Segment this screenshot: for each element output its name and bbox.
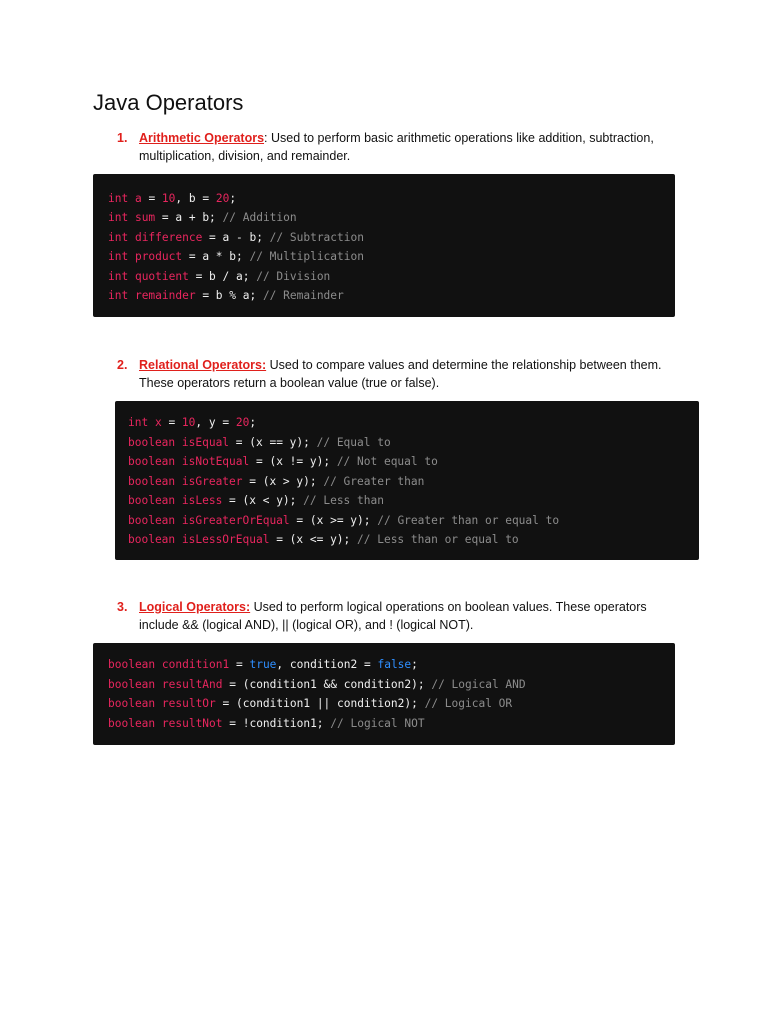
code-token: int — [128, 416, 155, 429]
list-number: 2. — [117, 358, 128, 372]
code-token: ; — [229, 192, 237, 205]
code-token: , condition2 = — [276, 658, 378, 671]
code-line — [108, 231, 364, 245]
code-token: // Logical NOT — [330, 716, 425, 730]
code-token: // Remainder — [262, 289, 344, 302]
code-token: boolean — [108, 658, 162, 671]
code-token: boolean — [108, 697, 162, 710]
code-line — [128, 475, 424, 489]
code-token: // Logical AND — [431, 677, 526, 691]
code-token: = — [161, 416, 182, 429]
section-term: Arithmetic Operators — [139, 131, 265, 145]
code-token: = a - b; — [202, 230, 270, 244]
section-relational-heading — [117, 356, 677, 392]
code-token: ; — [249, 416, 257, 429]
code-token: = (x > y); — [242, 474, 324, 488]
code-line — [108, 250, 364, 264]
code-token: // Greater than or equal to — [377, 513, 560, 527]
code-line — [108, 658, 418, 672]
code-token: quotient — [134, 269, 189, 283]
code-token: = (condition1 || condition2); — [215, 697, 425, 710]
code-token: true — [249, 658, 277, 671]
code-token: a — [134, 192, 142, 205]
code-token: resultOr — [161, 697, 216, 710]
code-line — [108, 697, 512, 711]
code-token: = (x < y); — [222, 494, 304, 507]
code-line — [108, 289, 344, 303]
code-token: boolean — [128, 494, 182, 507]
code-token: = — [141, 192, 162, 205]
code-token: = !condition1; — [222, 716, 331, 730]
code-line — [108, 270, 330, 284]
code-token: // Addition — [222, 211, 297, 225]
code-token: product — [134, 250, 183, 264]
term-colon: : — [264, 131, 268, 145]
list-number: 1. — [117, 131, 128, 145]
code-token: boolean — [128, 435, 182, 449]
code-line — [128, 416, 256, 430]
code-token: condition1 — [161, 658, 230, 671]
code-token: difference — [134, 230, 203, 244]
section-description — [139, 598, 677, 634]
code-token: boolean — [108, 677, 162, 691]
list-number: 3. — [117, 600, 128, 614]
code-block-logical — [93, 643, 675, 745]
code-token: boolean — [108, 716, 162, 730]
page-title: Java Operators — [93, 90, 244, 115]
code-token: isNotEqual — [181, 455, 250, 468]
section-term: Logical Operators: — [139, 600, 251, 614]
code-token: = a * b; — [182, 250, 250, 264]
code-token: boolean — [128, 474, 182, 488]
code-line — [128, 455, 438, 469]
code-token: = b % a; — [195, 289, 263, 302]
code-token: // Less than or equal to — [357, 533, 519, 546]
code-token: int — [108, 211, 135, 225]
section-term: Relational Operators: — [139, 358, 267, 372]
section-logical-heading — [117, 598, 677, 634]
code-token: = (x != y); — [249, 455, 337, 468]
code-token: = a + b; — [155, 211, 223, 225]
code-token: isGreater — [181, 474, 243, 488]
code-token: = b / a; — [188, 269, 257, 283]
code-token: boolean — [128, 513, 182, 527]
code-line — [128, 494, 384, 508]
code-token: // Subtraction — [269, 230, 364, 244]
code-token: isGreaterOrEqual — [181, 513, 290, 527]
code-block-arithmetic — [93, 174, 675, 317]
code-line — [128, 436, 391, 450]
code-token: = (x == y); — [229, 435, 317, 449]
code-token: isLessOrEqual — [181, 533, 270, 546]
code-token: isEqual — [181, 435, 230, 449]
code-token: int — [108, 289, 135, 302]
code-token: // Multiplication — [249, 250, 364, 264]
section-description — [139, 129, 677, 165]
code-token: , y = — [195, 416, 236, 429]
code-line — [108, 192, 236, 206]
code-line — [128, 533, 519, 547]
code-token: 20 — [235, 416, 250, 429]
code-line — [108, 717, 425, 731]
code-token: = (condition1 && condition2); — [222, 677, 432, 691]
code-token: resultAnd — [161, 677, 223, 691]
code-token: = (x <= y); — [269, 533, 358, 546]
description-text: Used to compare values and determine the relationship between them. These operators return a boolean value (true or false). — [139, 358, 662, 390]
section-description — [139, 356, 677, 392]
code-token: = — [229, 658, 250, 671]
code-token: // Less than — [303, 494, 384, 507]
code-token: 10 — [161, 192, 176, 205]
code-token: // Division — [256, 269, 331, 283]
code-token: ; — [411, 658, 418, 671]
code-token: x — [154, 416, 162, 429]
code-line — [108, 678, 526, 692]
code-token: false — [377, 658, 412, 671]
code-token: = (x >= y); — [289, 513, 378, 527]
code-block-relational — [115, 401, 699, 560]
code-token: int — [108, 230, 135, 244]
code-token: 10 — [181, 416, 196, 429]
code-token: resultNot — [161, 716, 223, 730]
code-token: , b = — [175, 192, 216, 205]
code-token: sum — [134, 211, 156, 225]
code-token: int — [108, 250, 135, 264]
code-line — [128, 514, 559, 528]
code-token: int — [108, 269, 135, 283]
code-token: // Equal to — [316, 435, 391, 449]
code-token: boolean — [128, 455, 182, 468]
code-token: 20 — [215, 192, 230, 205]
code-token: int — [108, 192, 135, 205]
code-token: // Greater than — [323, 474, 425, 488]
section-arithmetic-heading — [117, 129, 677, 165]
code-token: isLess — [181, 494, 223, 507]
code-token: remainder — [134, 289, 196, 302]
description-text: Used to perform basic arithmetic operations like addition, subtraction, multiplication, division, and remainder. — [139, 131, 654, 163]
code-token: // Not equal to — [336, 455, 438, 468]
code-token: // Logical OR — [424, 697, 513, 710]
description-text: Used to perform logical operations on boolean values. These operators include && (logical AND), || (logical OR), and ! (logical NOT). — [139, 600, 647, 632]
code-line — [108, 211, 297, 225]
code-token: boolean — [128, 533, 182, 546]
